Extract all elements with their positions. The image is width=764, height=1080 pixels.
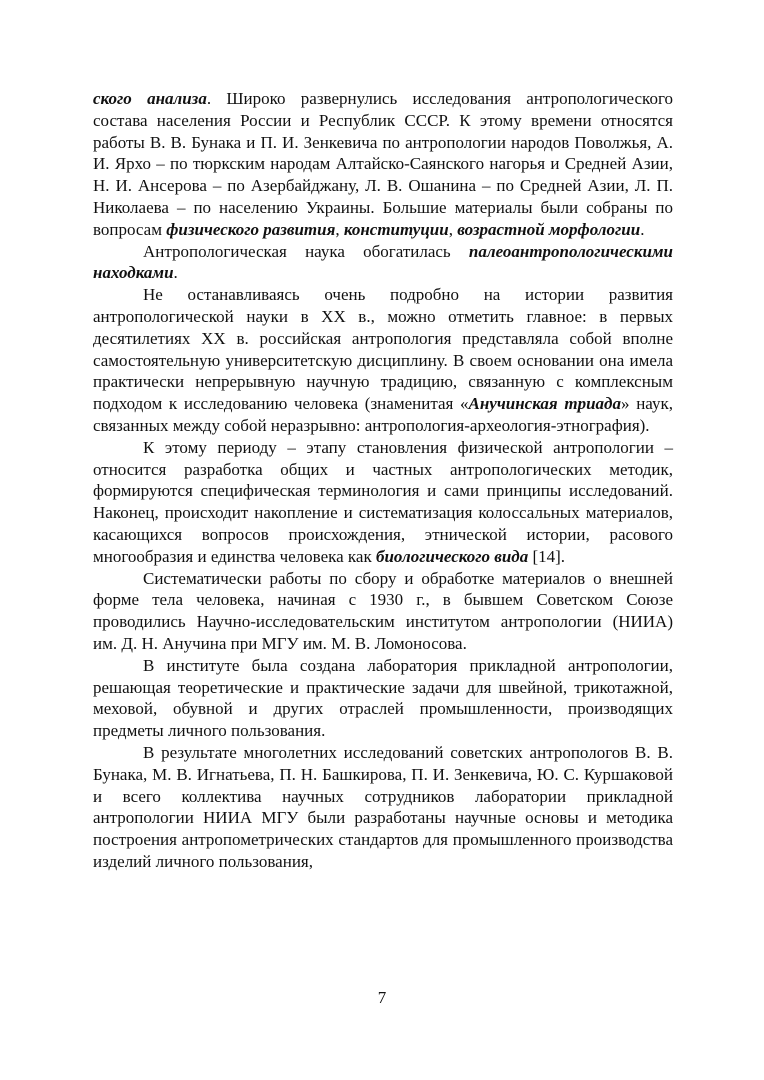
text-run: . Широко развернулись исследования антропологического состава населения России и Республик СССР. К этому времени относятся работы В. В. Бунака и П. И. Зенкевича по антропологии народов Поволжья, А. И. Ярхо – по тюркским народам Алтайско-Саянского нагорья и Средней Азии, Н. И. Ансерова – по Азербайджану, Л. В. Ошанина – по Средней Азии, Л. П. Николаева – по населению Украины. Большие материалы были собраны по вопросам: [93, 89, 674, 239]
text-run: В институте была создана лаборатория прикладной антропологии, решающая теоретические и практические задачи для швейной, трикотажной, меховой, обувной и других отраслей промышленности, производящих предметы личного пользования.: [93, 655, 673, 741]
text-run: » наук, связанных между собой неразрывно: антропология-археология-этнография).: [93, 394, 674, 435]
emphasized-term: конституции: [343, 219, 449, 239]
text-run: Систематически работы по сбору и обработке материалов о внешней форме тела человека, начиная с 1930 г., в бывшем Советском Союзе проводились Научно-исследовательским институтом антропологии (НИИА) им. Д. Н. Анучина при МГУ им. М. В. Ломоносова.: [93, 568, 673, 653]
text-run: ,: [448, 219, 458, 239]
paragraph: [93, 655, 673, 742]
page-number: 7: [377, 988, 387, 1007]
text-run: [14].: [528, 546, 566, 566]
paragraph: [93, 88, 673, 241]
text-run: ,: [335, 219, 344, 239]
text-run: В результате многолетних исследований советских антропологов В. В. Бунака, М. В. Игнатьева, П. Н. Башкирова, П. И. Зенкевича, Ю. С. Куршаковой и всего коллектива научных сотрудников лаборатории прикладной антропологии НИИА МГУ были разработаны научные основы и методика построения антропометрических стандартов для промышленного производства изделий личного пользования,: [93, 742, 673, 871]
text-run: .: [640, 219, 645, 239]
text-run: Антропологическая наука обогатилась: [143, 241, 469, 261]
emphasized-term: физического развития: [166, 219, 336, 239]
paragraph: [93, 241, 673, 285]
emphasized-term: ского анализа: [93, 89, 207, 108]
paragraph: [93, 568, 673, 655]
text-run: К этому периоду – этапу становления физической антропологии – относится разработка общих и частных антропологических методик, формируются специфическая терминология и сами принципы исследований. Наконец, происходит накопление и систематизация колоссальных материалов, касающихся вопросов происхождения, этнической истории, расового многообразия и единства человека как: [93, 437, 673, 566]
emphasized-term: Анучинская триада: [468, 394, 621, 414]
emphasized-term: возрастной морфологии: [457, 219, 641, 239]
paragraph: [93, 284, 673, 437]
emphasized-term: палеоантропологическими находками: [93, 241, 673, 283]
paragraph: [93, 742, 673, 873]
paragraph: [93, 437, 673, 568]
text-run: .: [173, 263, 178, 283]
emphasized-term: биологического вида: [375, 546, 529, 566]
text-run: Не останавливаясь очень подробно на истории развития антропологической науки в XX в., можно отметить главное: в первых десятилетиях XX в. российская антропология представляла собой вполне самостоятельную университетскую дисциплину. В своем основании она имела практически непрерывную научную традицию, связанную с комплексным подходом к исследованию человека (знаменитая «: [93, 285, 673, 414]
page-body-text: [93, 88, 673, 873]
